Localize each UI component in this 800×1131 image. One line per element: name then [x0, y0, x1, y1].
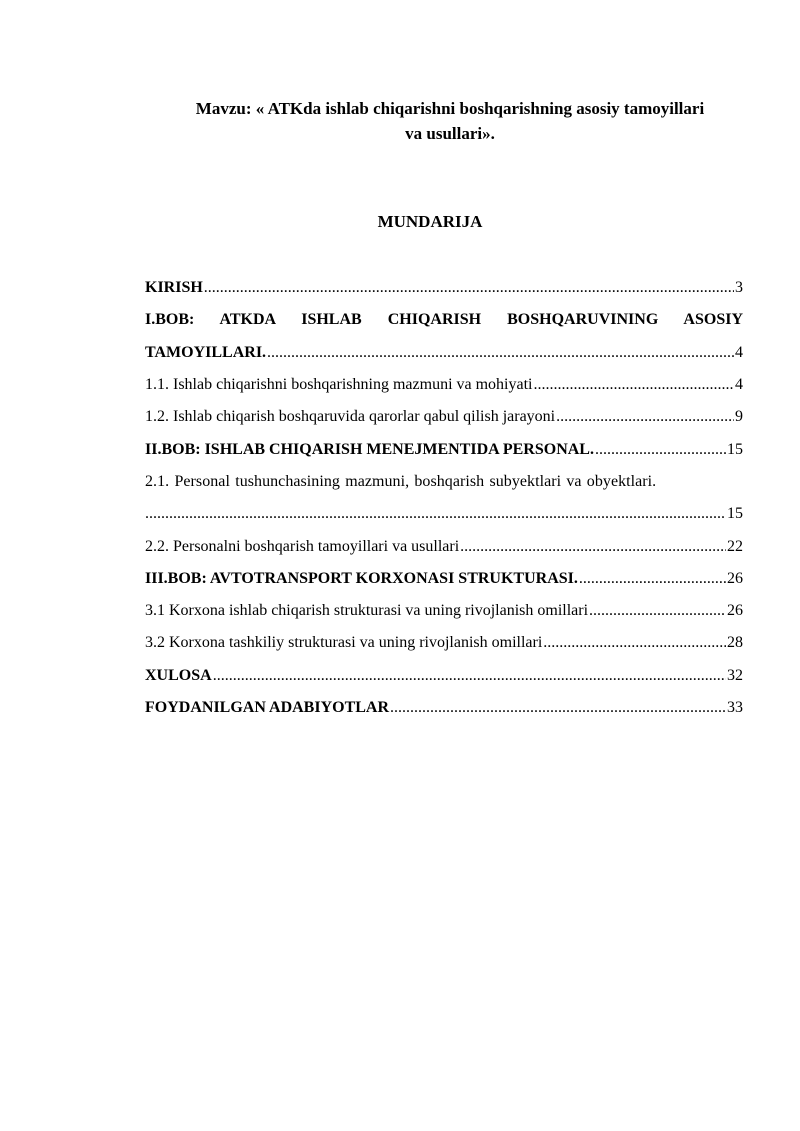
toc-entry-xulosa[interactable] [145, 660, 743, 692]
toc-entry-bob1-line2[interactable] [145, 337, 743, 369]
toc-dot-leader [204, 279, 734, 297]
toc-entry-2-1-line2[interactable] [145, 498, 743, 530]
toc-dot-leader [543, 634, 726, 652]
toc-entry-title: FOYDANILGAN ADABIYOTLAR [145, 699, 390, 716]
toc-page-number: 3 [735, 279, 743, 297]
toc-page-number: 28 [727, 634, 743, 652]
toc-entry-title: TAMOYILLARI. [145, 343, 267, 361]
toc-entry-title: KIRISH [145, 279, 203, 297]
toc-entry-title: 1.2. Ishlab chiqarish boshqaruvida qarorlar qabul qilish jarayoni [145, 408, 556, 426]
toc-dot-leader [460, 538, 726, 556]
toc-entry-2-2[interactable] [145, 530, 743, 562]
toc-dot-leader [595, 441, 726, 459]
toc-page-number: 26 [727, 569, 743, 587]
toc-entry-3-2[interactable] [145, 627, 743, 659]
toc-page-number: 33 [727, 699, 743, 716]
toc-page-number: 22 [727, 537, 743, 555]
toc-dot-leader [589, 602, 726, 620]
toc-dot-leader [579, 570, 726, 588]
toc-dot-leader [145, 505, 726, 523]
toc-dot-leader [390, 699, 726, 717]
toc-dot-leader [534, 376, 735, 394]
toc-page-number: 15 [727, 440, 743, 458]
toc-entry-bob1-line1[interactable] [145, 304, 743, 336]
toc-entry-title: I.BOB: ATKDA ISHLAB CHIQARISH BOSHQARUVINING ASOSIY [145, 311, 743, 329]
toc-entry-title: III.BOB: AVTOTRANSPORT KORXONASI STRUKTURASI. [145, 569, 578, 587]
topic-line-1: Mavzu: « ATKda ishlab chiqarishni boshqarishning asosiy tamoyillari [195, 99, 705, 118]
toc-page-number: 32 [727, 666, 743, 684]
toc-dot-leader [213, 667, 726, 685]
toc-entry-title: 2.1. Personal tushunchasining mazmuni, boshqarish subyektlari va obyektlari. [145, 472, 657, 490]
toc-entry-bob2[interactable] [145, 433, 743, 465]
toc-entry-2-1-line1[interactable] [145, 466, 743, 498]
toc-entry-title: 2.2. Personalni boshqarish tamoyillari va usullari [145, 537, 460, 555]
toc-entry-kirish[interactable] [145, 272, 743, 304]
toc-entry-1-1[interactable] [145, 369, 743, 401]
toc-dot-leader [556, 408, 734, 426]
toc-entry-title: 1.1. Ishlab chiqarishni boshqarishning mazmuni va mohiyati [145, 376, 533, 394]
topic-line-2: va usullari». [405, 124, 495, 143]
toc-page-number: 9 [735, 408, 743, 426]
toc-entry-title: XULOSA [145, 666, 212, 684]
toc-entry-1-2[interactable] [145, 401, 743, 433]
toc-dot-leader [267, 344, 734, 362]
toc-entry-3-1[interactable] [145, 595, 743, 627]
toc-page-number: 4 [735, 343, 743, 361]
toc-heading: MUNDARIJA [377, 212, 483, 231]
toc-page-number: 15 [727, 505, 743, 523]
toc-entry-title: II.BOB: ISHLAB CHIQARISH MENEJMENTIDA PERSONAL. [145, 440, 594, 458]
toc-entry-adabiyotlar[interactable] [145, 692, 743, 724]
toc-entry-title: 3.1 Korxona ishlab chiqarish strukturasi va uning rivojlanish omillari [145, 602, 589, 620]
table-of-contents [145, 272, 743, 724]
toc-page-number: 4 [735, 376, 743, 394]
document-topic [150, 96, 750, 146]
toc-entry-bob3[interactable] [145, 563, 743, 595]
toc-entry-title: 3.2 Korxona tashkiliy strukturasi va uning rivojlanish omillari [145, 634, 543, 652]
toc-page-number: 26 [727, 602, 743, 620]
